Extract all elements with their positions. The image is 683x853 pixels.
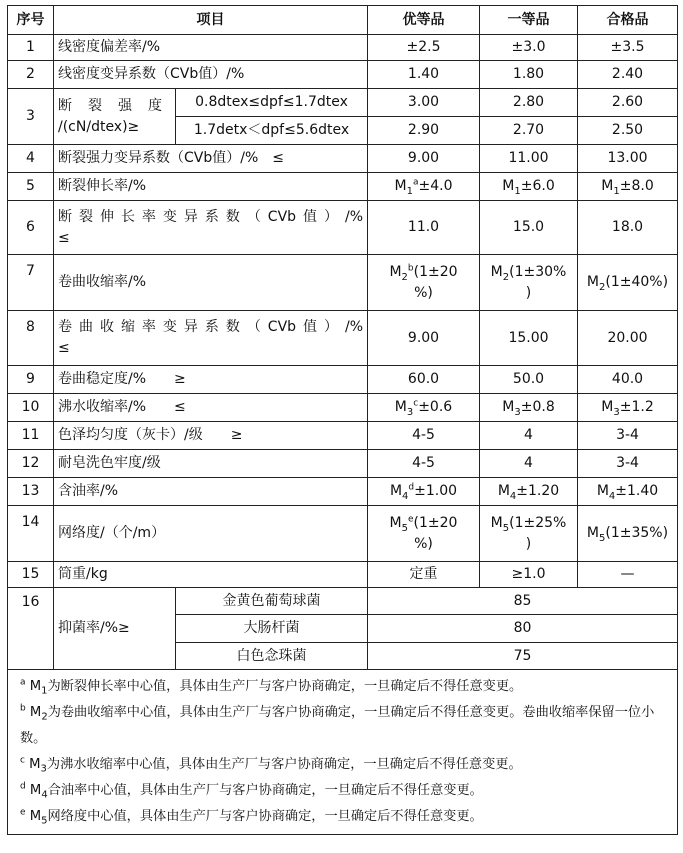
row-no: 8 (8, 311, 54, 366)
row-item (54, 89, 176, 145)
row-no: 1 (8, 35, 54, 61)
row-premium: $M_4^d\pm 1.00$ (368, 478, 480, 506)
footnotes-row (8, 670, 678, 835)
row-first: 2.80 (480, 89, 578, 117)
row-qualified: 2.50 (578, 117, 678, 145)
table-row (8, 562, 678, 588)
row-qualified: 13.00 (578, 145, 678, 173)
row-qualified: 20.00 (578, 311, 678, 366)
row-first: 4 (480, 422, 578, 450)
row-qualified: $M_5(1\pm 35\%)$ (578, 506, 678, 562)
bacteria-value: 75 (368, 643, 678, 670)
bacteria-name: 大肠杆菌 (176, 615, 368, 643)
row-qualified: ±3.5 (578, 35, 678, 61)
row-qualified: 2.40 (578, 61, 678, 89)
row-no: 2 (8, 61, 54, 89)
row-item: 网络度/（个/m） (54, 506, 368, 562)
row-premium: $M_3^c\pm 0.6$ (368, 394, 480, 422)
row-first: $M_3\pm 0.8$ (480, 394, 578, 422)
row-premium: ±2.5 (368, 35, 480, 61)
table-row (8, 478, 678, 506)
row-item: 沸水收缩率/% ≤ (54, 394, 368, 422)
row-item: 断裂强力变异系数（CVb值）/% ≤ (54, 145, 368, 173)
row-qualified: $M_2(1\pm 40\%)$ (578, 255, 678, 311)
header-item: 项目 (54, 6, 368, 35)
row-item: 色泽均匀度（灰卡）/级 ≥ (54, 422, 368, 450)
footnote-c: $^c$ $M_3$为沸水收缩率中心值，具体由生产厂与客户协商确定，一旦确定后不得任意变更。 (20, 755, 522, 775)
row-qualified: $M_1\pm 8.0$ (578, 173, 678, 201)
row-no: 15 (8, 562, 54, 588)
row-premium: 60.0 (368, 366, 480, 394)
table-row (8, 394, 678, 422)
strength-label-line1: 断 裂 强 度 (58, 97, 163, 114)
row-no: 6 (8, 201, 54, 255)
row-premium: 9.00 (368, 145, 480, 173)
row-first: 4 (480, 450, 578, 478)
row-no: 11 (8, 422, 54, 450)
table-row (8, 588, 678, 615)
row-premium: $M_5^e(1\pm 20$ %) (368, 506, 480, 562)
row-no: 16 (8, 588, 54, 670)
row-first: 11.00 (480, 145, 578, 173)
row-premium: 2.90 (368, 117, 480, 145)
row-item: 卷曲稳定度/% ≥ (54, 366, 368, 394)
row-first: $M_2(1\pm 30\%$ ) (480, 255, 578, 311)
table-row (8, 311, 678, 366)
row-no: 5 (8, 173, 54, 201)
footnote-a: $^a$ $M_1$为断裂伸长率中心值，具体由生产厂与客户协商确定，一旦确定后不得任意变更。 (20, 677, 523, 697)
row-qualified: 18.0 (578, 201, 678, 255)
row-premium: 9.00 (368, 311, 480, 366)
row-premium: 11.0 (368, 201, 480, 255)
table-row (8, 201, 678, 255)
footnotes (8, 670, 678, 835)
row-qualified: $M_3\pm 1.2$ (578, 394, 678, 422)
row-premium: 定重 (368, 562, 480, 588)
row-qualified: 2.60 (578, 89, 678, 117)
table-row (8, 35, 678, 61)
row-no: 3 (8, 89, 54, 145)
table-row (8, 422, 678, 450)
row-item: 断裂伸长率变异系数（CVb值）/% ≤ (54, 201, 368, 255)
row-first: $M_1\pm 6.0$ (480, 173, 578, 201)
row-no: 10 (8, 394, 54, 422)
row-first: 2.70 (480, 117, 578, 145)
row-no: 12 (8, 450, 54, 478)
header-row (8, 6, 678, 35)
row-first: 15.00 (480, 311, 578, 366)
table-row (8, 506, 678, 562)
header-premium: 优等品 (368, 6, 480, 35)
table-row (8, 61, 678, 89)
row-qualified: 3-4 (578, 450, 678, 478)
row-item: 耐皂洗色牢度/级 (54, 450, 368, 478)
row-no: 7 (8, 255, 54, 311)
row-premium: 3.00 (368, 89, 480, 117)
bacteria-name: 白色念珠菌 (176, 643, 368, 670)
row-item: 线密度变异系数（CVb值）/% (54, 61, 368, 89)
bacteria-name: 金黄色葡萄球菌 (176, 588, 368, 615)
row-item: 抑菌率/%≥ (54, 588, 176, 670)
row-no: 9 (8, 366, 54, 394)
row-premium: $M_2^b(1\pm 20$ %) (368, 255, 480, 311)
row-premium: 4-5 (368, 422, 480, 450)
table-row (8, 173, 678, 201)
row-item: 断裂伸长率/% (54, 173, 368, 201)
table-row (8, 255, 678, 311)
spec-table (7, 5, 678, 835)
row-qualified: 3-4 (578, 422, 678, 450)
table-row (8, 145, 678, 173)
row-item: 筒重/kg (54, 562, 368, 588)
row-item: 线密度偏差率/% (54, 35, 368, 61)
table-row (8, 366, 678, 394)
row-premium: 1.40 (368, 61, 480, 89)
table-row (8, 89, 678, 117)
table-row (8, 450, 678, 478)
strength-label-line2: /(cN/dtex)≥ (58, 118, 140, 135)
strength-range-1: 0.8dtex≤dpf≤1.7dtex (176, 89, 368, 117)
row-item: 卷曲收缩率变异系数（CVb值）/% ≤ (54, 311, 368, 366)
row-item: 含油率/% (54, 478, 368, 506)
header-first: 一等品 (480, 6, 578, 35)
row-first: 1.80 (480, 61, 578, 89)
row-premium: 4-5 (368, 450, 480, 478)
row-qualified: 40.0 (578, 366, 678, 394)
row-no: 13 (8, 478, 54, 506)
row-first: ±3.0 (480, 35, 578, 61)
row-first: $M_5(1\pm 25\%$ ) (480, 506, 578, 562)
row-first: 15.0 (480, 201, 578, 255)
row-first: 50.0 (480, 366, 578, 394)
header-no: 序号 (8, 6, 54, 35)
footnote-b: $^b$ $M_2$为卷曲收缩率中心值，具体由生产厂与客户协商确定，一旦确定后不得任意变更。卷曲收缩率保留一位小数。 (20, 703, 655, 746)
row-no: 14 (8, 506, 54, 562)
bacteria-value: 85 (368, 588, 678, 615)
row-no: 4 (8, 145, 54, 173)
row-qualified: — (578, 562, 678, 588)
row-first: ≥1.0 (480, 562, 578, 588)
bacteria-value: 80 (368, 615, 678, 643)
row-first: $M_4\pm 1.20$ (480, 478, 578, 506)
footnote-e: $^e$ $M_5$网络度中心值，具体由生产厂与客户协商确定，一旦确定后不得任意变更。 (20, 807, 483, 827)
strength-range-2: 1.7detx＜dpf≤5.6dtex (176, 117, 368, 145)
row-qualified: $M_4\pm 1.40$ (578, 478, 678, 506)
header-qualified: 合格品 (578, 6, 678, 35)
footnote-d: $^d$ $M_4$合油率中心值，具体由生产厂与客户协商确定，一旦确定后不得任意变更。 (20, 781, 483, 801)
row-premium: $M_1^a\pm 4.0$ (368, 173, 480, 201)
row-item: 卷曲收缩率/% (54, 255, 368, 311)
